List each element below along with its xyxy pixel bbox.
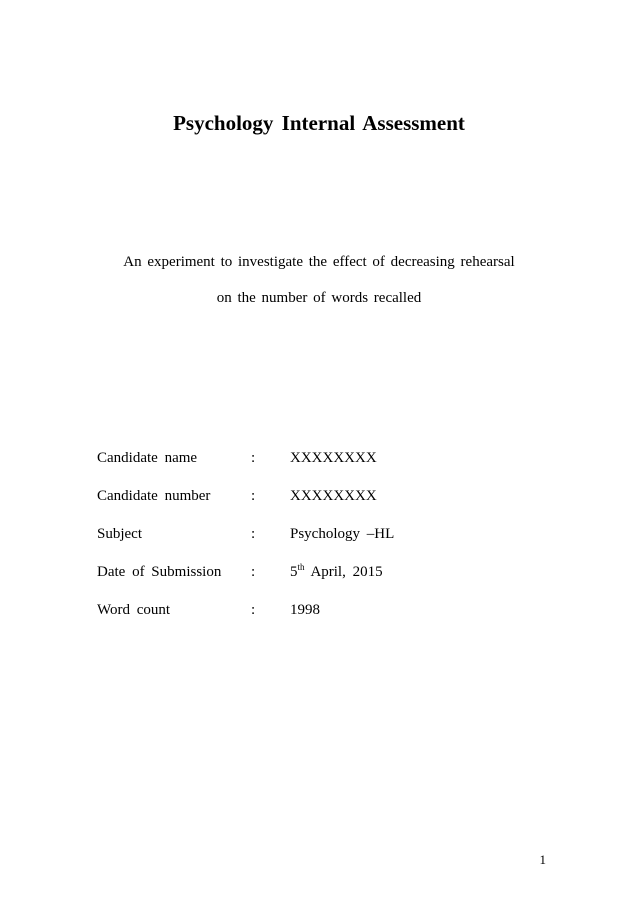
info-label: Date of Submission	[97, 564, 222, 580]
info-separator: :	[251, 602, 256, 618]
info-value: 1998	[290, 602, 320, 618]
subtitle-line-2: on the number of words recalled	[216, 290, 422, 306]
subtitle-line-1: An experiment to investigate the effect of decreasing rehearsal	[123, 254, 515, 270]
date-month-year: April, 2015	[304, 564, 383, 580]
date-day: 5	[290, 564, 298, 580]
document-title: Psychology Internal Assessment	[173, 111, 465, 135]
info-label: Candidate number	[97, 488, 211, 504]
info-value-date	[290, 564, 383, 581]
info-value: XXXXXXXX	[290, 488, 377, 504]
info-value: XXXXXXXX	[290, 450, 377, 466]
info-label: Candidate name	[97, 450, 198, 466]
info-label: Subject	[97, 526, 142, 542]
info-separator: :	[251, 488, 256, 504]
info-value: Psychology –HL	[290, 526, 395, 542]
info-separator: :	[251, 564, 256, 580]
info-separator: :	[251, 450, 256, 466]
date-day-suffix: th	[297, 562, 305, 572]
info-label: Word count	[97, 602, 171, 618]
info-separator: :	[251, 526, 256, 542]
page-number: 1	[539, 852, 546, 867]
